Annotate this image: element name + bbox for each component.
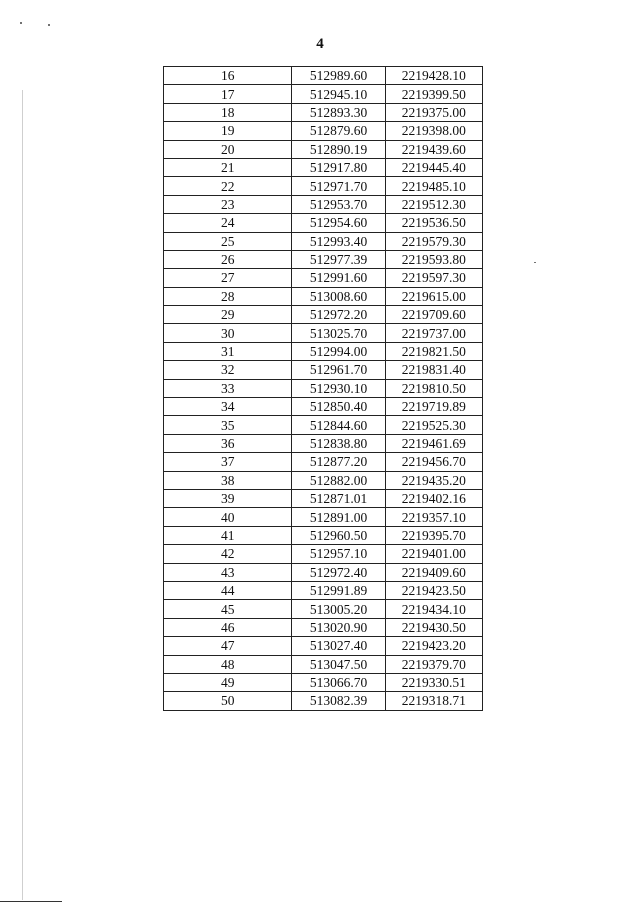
x-coordinate-cell: 512879.60 [292,122,385,140]
point-number-cell: 23 [164,195,292,213]
y-coordinate-cell: 2219430.50 [385,618,482,636]
y-coordinate-cell: 2219395.70 [385,526,482,544]
x-coordinate-cell: 512960.50 [292,526,385,544]
x-coordinate-cell: 512994.00 [292,342,385,360]
table-row [164,158,483,176]
table-row [164,103,483,121]
x-coordinate-cell: 512971.70 [292,177,385,195]
x-coordinate-cell: 512993.40 [292,232,385,250]
y-coordinate-cell: 2219525.30 [385,416,482,434]
y-coordinate-cell: 2219536.50 [385,214,482,232]
table-row [164,655,483,673]
y-coordinate-cell: 2219461.69 [385,434,482,452]
point-number-cell: 43 [164,563,292,581]
table-row [164,581,483,599]
x-coordinate-cell: 512954.60 [292,214,385,232]
table-row [164,379,483,397]
scan-edge-line [0,901,62,902]
point-number-cell: 49 [164,673,292,691]
x-coordinate-cell: 512882.00 [292,471,385,489]
y-coordinate-cell: 2219423.50 [385,581,482,599]
table-row [164,508,483,526]
table-row [164,122,483,140]
x-coordinate-cell: 512871.01 [292,489,385,507]
table-row [164,177,483,195]
y-coordinate-cell: 2219330.51 [385,673,482,691]
y-coordinate-cell: 2219615.00 [385,287,482,305]
x-coordinate-cell: 512991.60 [292,269,385,287]
x-coordinate-cell: 512891.00 [292,508,385,526]
point-number-cell: 39 [164,489,292,507]
x-coordinate-cell: 512989.60 [292,67,385,85]
y-coordinate-cell: 2219401.00 [385,545,482,563]
table-row [164,563,483,581]
y-coordinate-cell: 2219428.10 [385,67,482,85]
point-number-cell: 16 [164,67,292,85]
scan-speck [20,22,22,24]
point-number-cell: 26 [164,250,292,268]
point-number-cell: 31 [164,342,292,360]
point-number-cell: 37 [164,453,292,471]
table-row [164,287,483,305]
table-row [164,489,483,507]
point-number-cell: 48 [164,655,292,673]
y-coordinate-cell: 2219810.50 [385,379,482,397]
table-row [164,398,483,416]
x-coordinate-cell: 512838.80 [292,434,385,452]
x-coordinate-cell: 512850.40 [292,398,385,416]
point-number-cell: 36 [164,434,292,452]
table-row [164,526,483,544]
x-coordinate-cell: 512930.10 [292,379,385,397]
y-coordinate-cell: 2219318.71 [385,692,482,710]
table-row [164,232,483,250]
point-number-cell: 35 [164,416,292,434]
coordinates-table-body [164,67,483,711]
y-coordinate-cell: 2219737.00 [385,324,482,342]
scan-speck [48,24,50,26]
x-coordinate-cell: 512890.19 [292,140,385,158]
x-coordinate-cell: 513047.50 [292,655,385,673]
x-coordinate-cell: 512844.60 [292,416,385,434]
table-row [164,618,483,636]
table-row [164,673,483,691]
table-row [164,67,483,85]
x-coordinate-cell: 513020.90 [292,618,385,636]
point-number-cell: 50 [164,692,292,710]
table-row [164,600,483,618]
table-row [164,269,483,287]
y-coordinate-cell: 2219439.60 [385,140,482,158]
y-coordinate-cell: 2219409.60 [385,563,482,581]
x-coordinate-cell: 512877.20 [292,453,385,471]
y-coordinate-cell: 2219593.80 [385,250,482,268]
x-coordinate-cell: 512972.20 [292,306,385,324]
table-row [164,637,483,655]
scan-speck [534,262,536,263]
x-coordinate-cell: 512957.10 [292,545,385,563]
point-number-cell: 34 [164,398,292,416]
x-coordinate-cell: 512953.70 [292,195,385,213]
y-coordinate-cell: 2219402.16 [385,489,482,507]
table-row [164,214,483,232]
point-number-cell: 46 [164,618,292,636]
table-row [164,306,483,324]
point-number-cell: 41 [164,526,292,544]
table-row [164,85,483,103]
y-coordinate-cell: 2219435.20 [385,471,482,489]
point-number-cell: 25 [164,232,292,250]
point-number-cell: 17 [164,85,292,103]
point-number-cell: 27 [164,269,292,287]
y-coordinate-cell: 2219445.40 [385,158,482,176]
point-number-cell: 20 [164,140,292,158]
x-coordinate-cell: 512945.10 [292,85,385,103]
table-row [164,471,483,489]
x-coordinate-cell: 512977.39 [292,250,385,268]
point-number-cell: 32 [164,361,292,379]
coordinates-table [163,66,483,711]
y-coordinate-cell: 2219597.30 [385,269,482,287]
point-number-cell: 22 [164,177,292,195]
table-row [164,324,483,342]
point-number-cell: 30 [164,324,292,342]
x-coordinate-cell: 513005.20 [292,600,385,618]
page-number: 4 [316,36,324,52]
y-coordinate-cell: 2219399.50 [385,85,482,103]
point-number-cell: 44 [164,581,292,599]
x-coordinate-cell: 513082.39 [292,692,385,710]
y-coordinate-cell: 2219375.00 [385,103,482,121]
y-coordinate-cell: 2219398.00 [385,122,482,140]
y-coordinate-cell: 2219831.40 [385,361,482,379]
point-number-cell: 47 [164,637,292,655]
point-number-cell: 28 [164,287,292,305]
y-coordinate-cell: 2219423.20 [385,637,482,655]
x-coordinate-cell: 513025.70 [292,324,385,342]
table-row [164,342,483,360]
table-row [164,140,483,158]
x-coordinate-cell: 512961.70 [292,361,385,379]
point-number-cell: 19 [164,122,292,140]
y-coordinate-cell: 2219485.10 [385,177,482,195]
x-coordinate-cell: 512991.89 [292,581,385,599]
y-coordinate-cell: 2219709.60 [385,306,482,324]
point-number-cell: 21 [164,158,292,176]
table-row [164,545,483,563]
x-coordinate-cell: 512972.40 [292,563,385,581]
y-coordinate-cell: 2219379.70 [385,655,482,673]
table-row [164,250,483,268]
x-coordinate-cell: 512917.80 [292,158,385,176]
y-coordinate-cell: 2219719.89 [385,398,482,416]
y-coordinate-cell: 2219434.10 [385,600,482,618]
point-number-cell: 24 [164,214,292,232]
point-number-cell: 40 [164,508,292,526]
table-row [164,434,483,452]
y-coordinate-cell: 2219579.30 [385,232,482,250]
x-coordinate-cell: 513008.60 [292,287,385,305]
table-row [164,416,483,434]
scan-edge-line [22,90,23,900]
table-row [164,692,483,710]
y-coordinate-cell: 2219512.30 [385,195,482,213]
table-row [164,195,483,213]
table-row [164,361,483,379]
point-number-cell: 29 [164,306,292,324]
y-coordinate-cell: 2219357.10 [385,508,482,526]
point-number-cell: 42 [164,545,292,563]
y-coordinate-cell: 2219456.70 [385,453,482,471]
x-coordinate-cell: 513027.40 [292,637,385,655]
x-coordinate-cell: 512893.30 [292,103,385,121]
point-number-cell: 38 [164,471,292,489]
point-number-cell: 18 [164,103,292,121]
table-row [164,453,483,471]
point-number-cell: 45 [164,600,292,618]
y-coordinate-cell: 2219821.50 [385,342,482,360]
point-number-cell: 33 [164,379,292,397]
x-coordinate-cell: 513066.70 [292,673,385,691]
